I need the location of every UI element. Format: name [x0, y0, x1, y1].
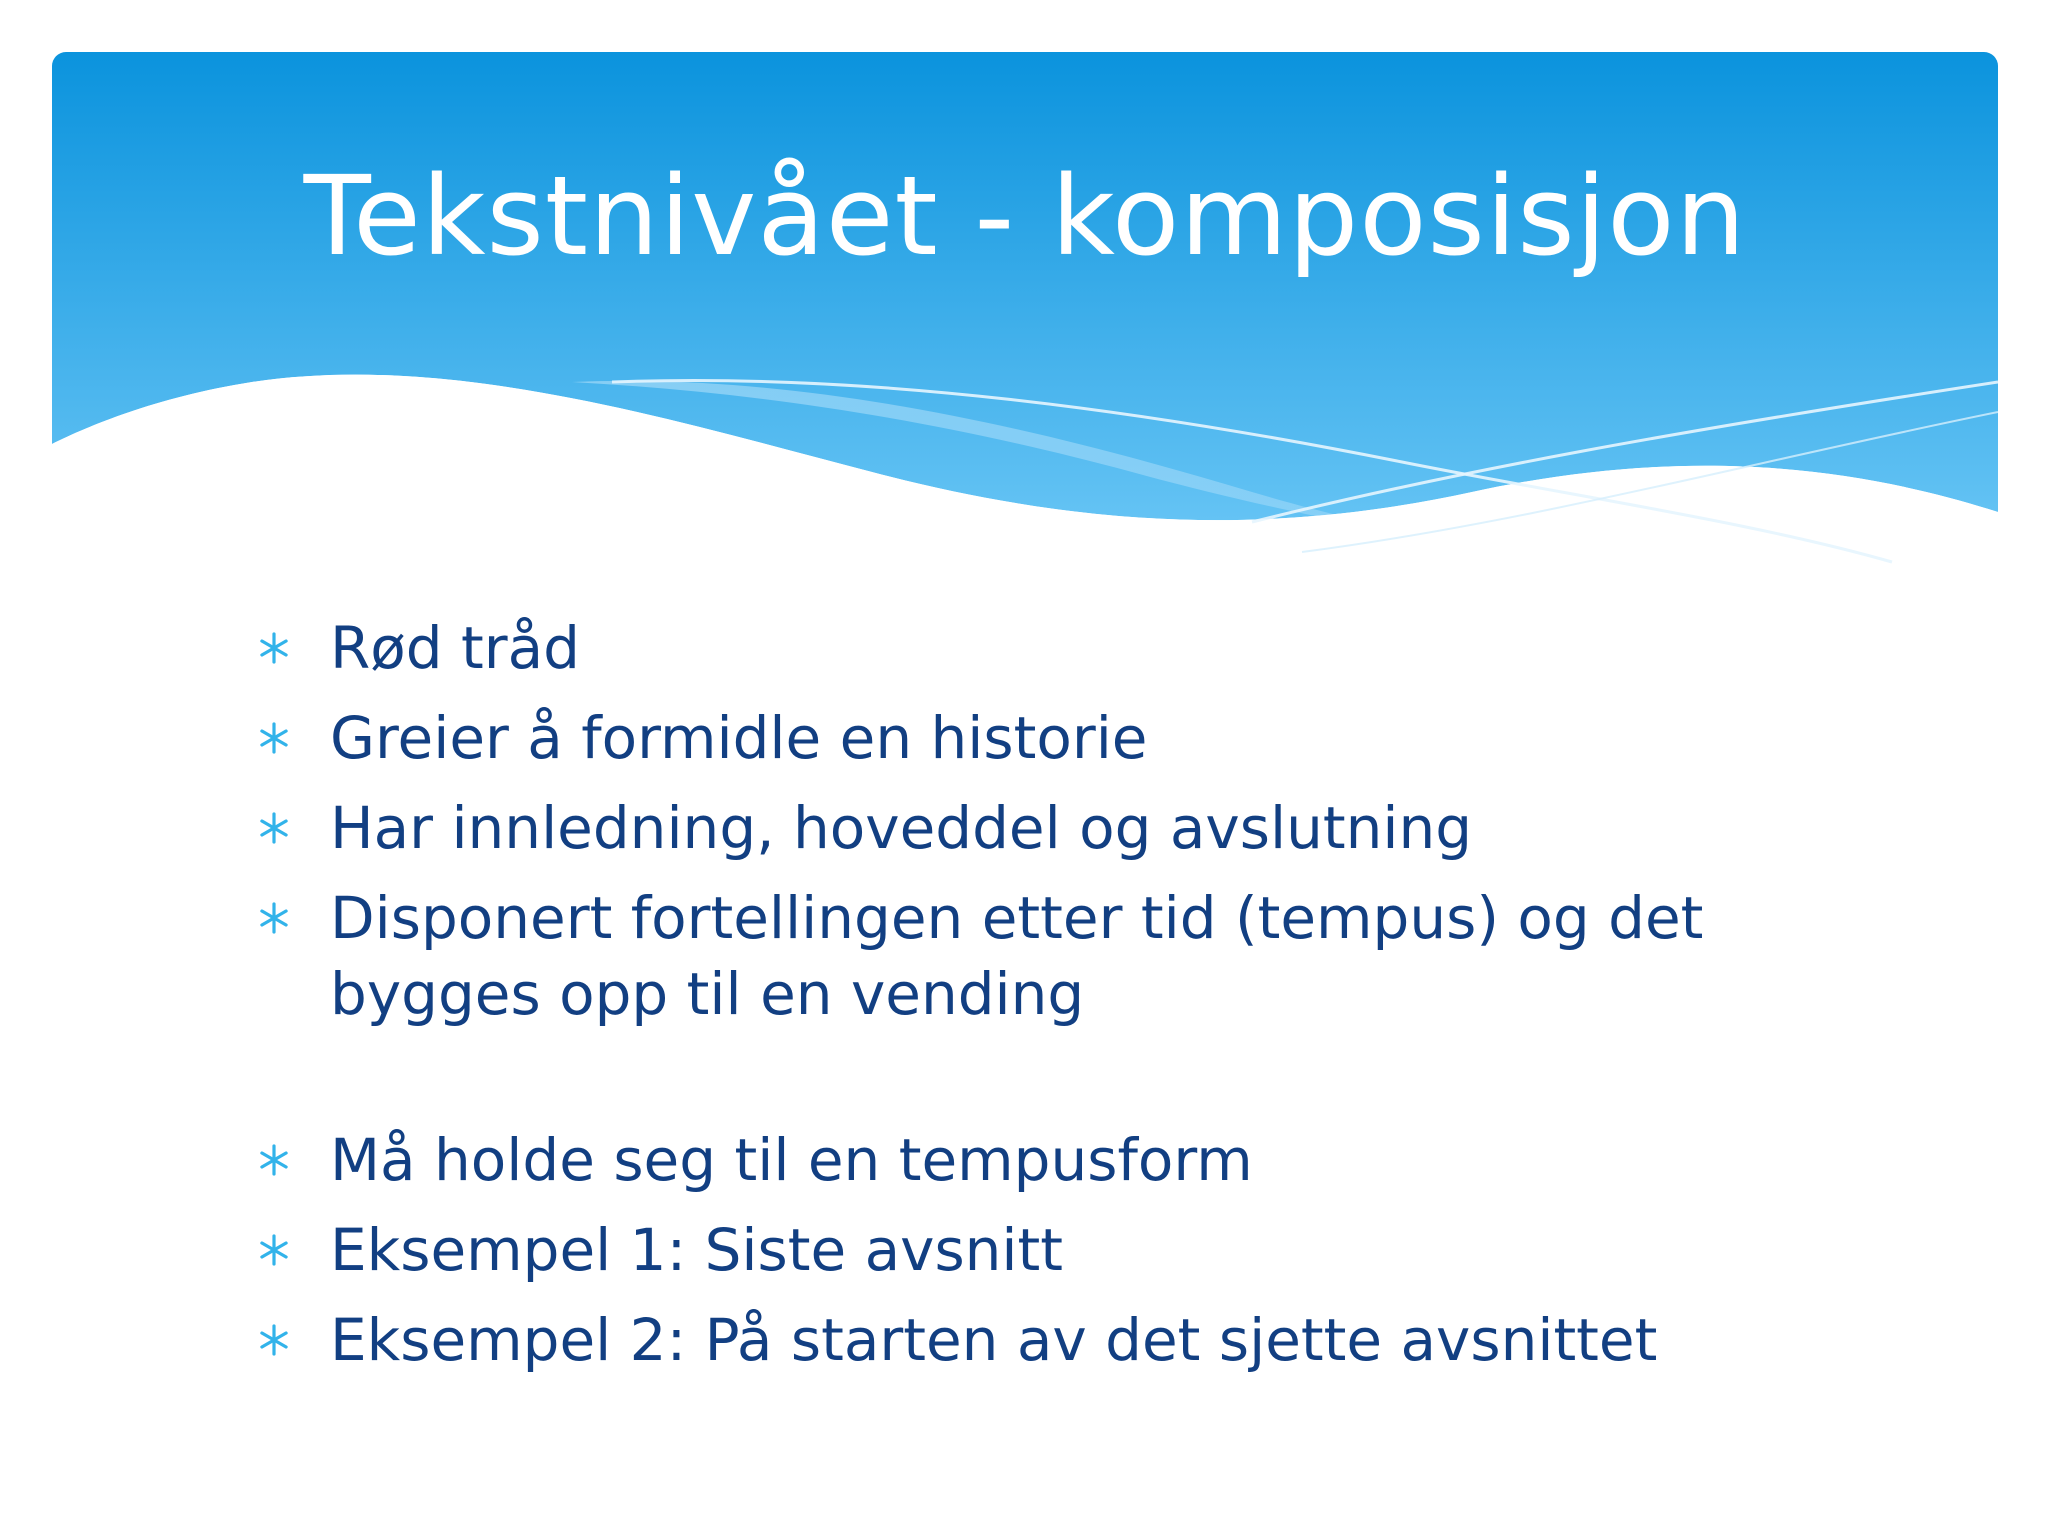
- slide: [52, 52, 1998, 1512]
- asterisk-bullet-icon: [258, 812, 290, 844]
- asterisk-bullet-icon: [258, 1324, 290, 1356]
- bullet-item: [216, 880, 1776, 1032]
- bullet-item: [216, 1302, 1776, 1378]
- bullet-item: [216, 610, 1776, 686]
- bullet-item: [216, 790, 1776, 866]
- asterisk-bullet-icon: [258, 1234, 290, 1266]
- bullet-text: Må holde seg til en tempusform: [330, 1126, 1253, 1194]
- bullet-list: [216, 610, 1776, 1392]
- asterisk-bullet-icon: [258, 902, 290, 934]
- slide-title: Tekstnivået - komposisjon: [303, 152, 1747, 280]
- bullet-item: [216, 700, 1776, 776]
- bullet-text: Eksempel 2: På starten av det sjette avsnittet: [330, 1306, 1658, 1374]
- asterisk-bullet-icon: [258, 632, 290, 664]
- bullet-text: Eksempel 1: Siste avsnitt: [330, 1216, 1064, 1284]
- bullet-item: [216, 1212, 1776, 1288]
- bullet-text: Har innledning, hoveddel og avslutning: [330, 794, 1473, 862]
- asterisk-bullet-icon: [258, 1144, 290, 1176]
- bullet-item: [216, 1122, 1776, 1198]
- bullet-text: Greier å formidle en historie: [330, 704, 1148, 772]
- bullet-text: Disponert fortellingen etter tid (tempus) og det bygges opp til en vending: [330, 884, 1704, 1028]
- asterisk-bullet-icon: [258, 722, 290, 754]
- bullet-text: Rød tråd: [330, 614, 580, 682]
- header-wave-background: [52, 52, 1998, 572]
